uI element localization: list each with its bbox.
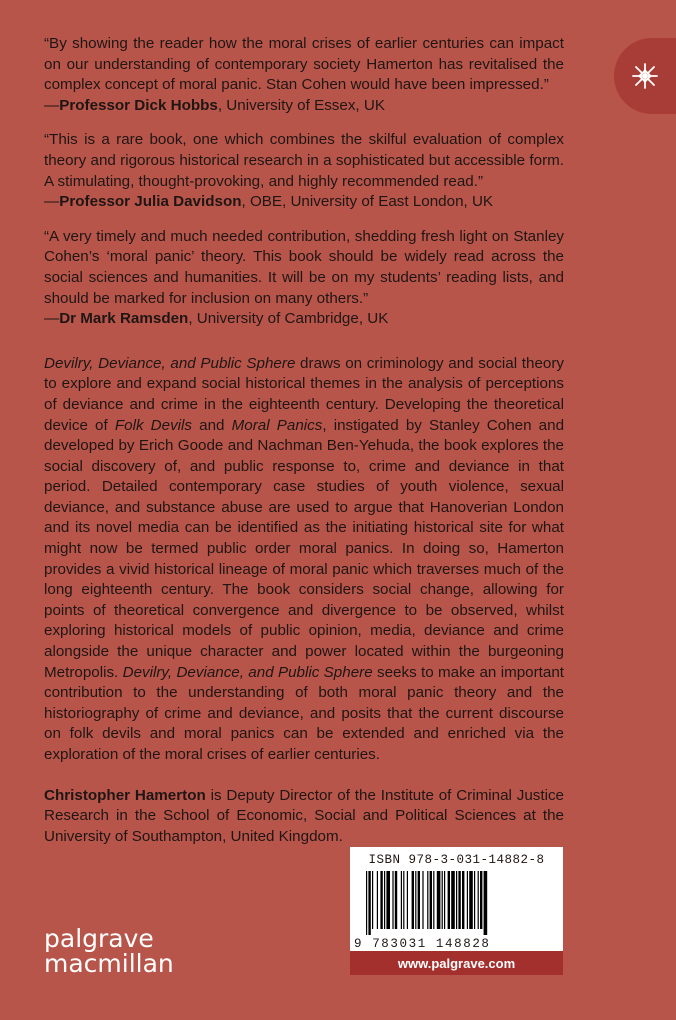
publisher-url[interactable]: www.palgrave.com: [350, 951, 563, 975]
palgrave-logo-badge: [614, 38, 676, 114]
endorser-affiliation: , University of Essex, UK: [217, 96, 385, 114]
quote-attribution: —Professor Julia Davidson, OBE, University of East London, UK: [44, 193, 494, 211]
quote-attribution: —Professor Dick Hobbs, University of Essex, UK: [44, 96, 385, 114]
publisher-logo: [44, 926, 174, 976]
endorsement-quote: [44, 227, 564, 330]
term-moral-panics: Moral Panics: [231, 416, 323, 434]
endorser-affiliation: , OBE, University of East London, UK: [241, 193, 494, 211]
endorsement-quote: [44, 130, 564, 212]
endorser-name: Dr Mark Ramsden: [59, 310, 189, 328]
book-description: Devilry, Deviance, and Public Sphere draws on criminology and social theory to explore and expand social historical themes in the analysis of perceptions of deviance and crime in the eighteenth century. Developing the theoretical device of Folk Devils and Moral Panics, instigated by Stanley Cohen and developed by Erich Goode and Nachman Ben-Yehuda, the book explores the social discovery of, and public response to, crime and deviance in that period. Detailed contemporary case studies of youth violence, sexual deviance, and substance abuse are used to argue that Hanoverian London and its novel media can be identified as the initiating historical site for what might now be termed public order moral panics. In doing so, Hamerton provides a vivid historical lineage of moral panic which traverses much of the long eighteenth century. The book considers social change, allowing for points of theoretical convergence and divergence to be observed, whilst exploring historical models of public opinion, media, deviance and crime alongside the unique character and power located within the burgeoning Metropolis. Devilry, Deviance, and Public Sphere seeks to make an important contribution to the understanding of both moral panic theory and the historiography of crime and deviance, and posits that the current discourse on folk devils and moral panics can be extended and enriched via the exploration of the moral crises of earlier centuries.: [44, 354, 565, 763]
author-name: Christopher Hamerton: [44, 786, 206, 804]
book-title: Devilry, Deviance, and Public Sphere: [44, 354, 296, 372]
publisher-name-line2: macmillan: [44, 949, 174, 978]
term-folk-devils: Folk Devils: [114, 416, 193, 434]
quote-text: “By showing the reader how the moral crises of earlier centuries can impact on our understanding of contemporary society Hamerton has revitalised the complex concept of moral panic. Stan Cohen would have been impressed.”: [44, 35, 564, 94]
isbn-label: ISBN 978-3-031-14882-8: [368, 853, 545, 867]
book-title: Devilry, Deviance, and Public Sphere: [122, 663, 373, 681]
endorsement-quote: [44, 34, 564, 116]
quote-text: “A very timely and much needed contribution, shedding fresh light on Stanley Cohen’s ‘moral panic’ theory. This book should be widely read across the social sciences and humanities. It will be on my students’ reading lists, and should be marked for inclusion on many others.”: [44, 227, 564, 307]
quote-text: “This is a rare book, one which combines the skilful evaluation of complex theory and rigorous historical research in a sophisticated but accessible form. A stimulating, thought-provoking, and highly recommended read.”: [44, 131, 564, 190]
back-cover-text: [44, 34, 564, 847]
publisher-name-line1: palgrave: [44, 924, 154, 953]
barcode-icon: [364, 871, 550, 937]
quote-attribution: —Dr Mark Ramsden, University of Cambridge, UK: [44, 310, 389, 328]
barcode-digits: 9 783031 148828: [354, 937, 491, 951]
endorser-affiliation: , University of Cambridge, UK: [188, 310, 389, 328]
endorser-name: Professor Julia Davidson: [59, 193, 242, 211]
endorser-name: Professor Dick Hobbs: [59, 96, 218, 114]
author-bio: Christopher Hamerton is Deputy Director of the Institute of Criminal Justice Research in the School of Economic, Social and Political Sciences at the University of Southampton, United Kingdom.: [44, 786, 564, 845]
palgrave-snowflake-icon: [630, 61, 660, 91]
